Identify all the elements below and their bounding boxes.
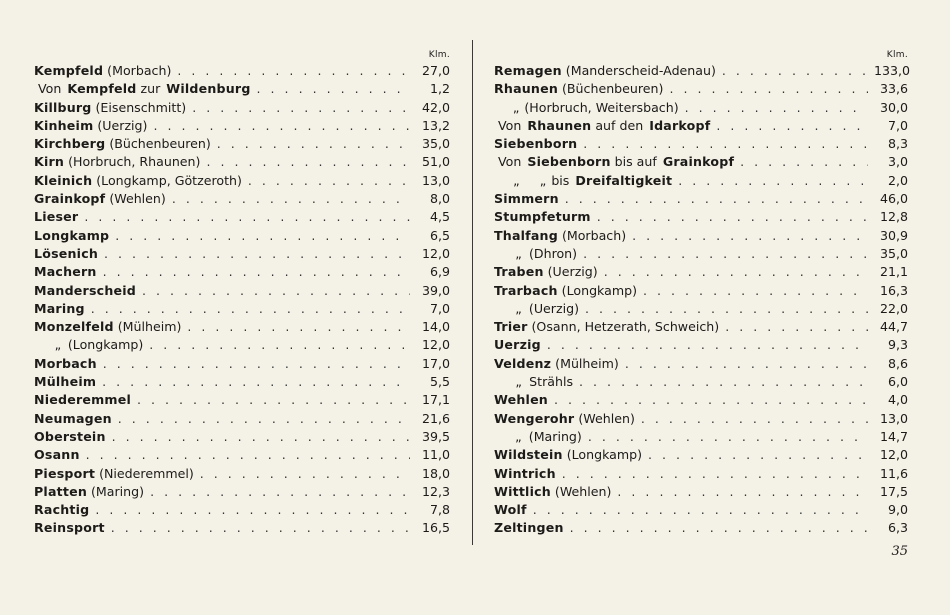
distance-value: 30,9 (879, 227, 908, 243)
route-connector: auf den (595, 117, 644, 133)
route-note: (Büchenbeuren) (109, 136, 211, 152)
distance-row (494, 117, 908, 135)
distance-value: 14,7 (879, 428, 908, 444)
distance-row (34, 373, 450, 391)
distance-value: 8,0 (429, 191, 450, 207)
route-note: (Longkamp) (566, 447, 643, 463)
destination-name: Idarkopf (649, 117, 711, 133)
place-name: Siebenborn (527, 154, 611, 170)
route-note: (Dhron) (528, 245, 578, 261)
distance-row (494, 465, 908, 483)
distance-value: 35,0 (879, 245, 908, 261)
dot-leader (177, 62, 410, 80)
place-name: Kinheim (34, 117, 94, 133)
distance-value: 21,1 (879, 264, 908, 280)
dot-leader (547, 336, 868, 354)
distance-value: 17,0 (421, 355, 450, 371)
distance-row (494, 190, 908, 208)
route-note: (Uerzig) (97, 117, 148, 133)
distance-row (494, 300, 908, 318)
ditto-mark: „ (539, 172, 547, 188)
route-note: (Niederemmel) (99, 465, 194, 481)
distance-row (34, 300, 450, 318)
distance-value: 42,0 (421, 99, 450, 115)
distance-row (494, 282, 908, 300)
dot-leader (104, 245, 410, 263)
place-name: Machern (34, 264, 97, 280)
distance-row (34, 153, 450, 171)
left-distance-list (34, 62, 450, 538)
distance-row (494, 501, 908, 519)
distance-value: 46,0 (879, 191, 908, 207)
distance-row (34, 391, 450, 409)
distance-value: 4,0 (887, 392, 908, 408)
dot-leader (142, 282, 410, 300)
dot-leader (583, 135, 868, 153)
distance-row (494, 373, 908, 391)
dot-leader (585, 300, 868, 318)
dot-leader (206, 153, 410, 171)
distance-value: 21,6 (421, 410, 450, 426)
ditto-mark: „ (515, 245, 522, 261)
route-note: (Morbach) (561, 227, 627, 243)
dot-leader (533, 501, 868, 519)
dot-leader (257, 80, 410, 98)
place-name: Trarbach (494, 282, 558, 298)
route-note: (Büchenbeuren) (562, 81, 664, 97)
distance-value: 13,0 (421, 172, 450, 188)
distance-value: 39,0 (421, 282, 450, 298)
dot-leader (115, 227, 410, 245)
distance-value: 27,0 (421, 63, 450, 78)
place-name: Wildstein (494, 447, 563, 463)
place-name: Remagen (494, 63, 562, 78)
dot-leader (685, 99, 868, 117)
dot-leader (217, 135, 410, 153)
dot-leader (562, 465, 868, 483)
place-name: Longkamp (34, 227, 110, 243)
distance-value: 44,7 (879, 319, 908, 335)
distance-value: 16,3 (879, 282, 908, 298)
distance-value: 51,0 (421, 154, 450, 170)
dot-leader (103, 263, 410, 281)
unit-header-left: Klm. (428, 50, 450, 60)
place-name: Neumagen (34, 410, 112, 426)
distance-row (34, 135, 450, 153)
route-note: (Uerzig) (547, 264, 598, 280)
dot-leader (597, 208, 868, 226)
distance-value: 6,5 (429, 227, 450, 243)
distance-value: 17,5 (879, 483, 908, 499)
dot-leader (150, 483, 410, 501)
distance-row (494, 80, 908, 98)
distance-value: 22,0 (879, 300, 908, 316)
distance-value: 12,8 (879, 209, 908, 225)
distance-row (34, 410, 450, 428)
place-name: Piesport (34, 465, 96, 481)
unit-header-right: Klm. (886, 50, 908, 60)
place-name: Kleinich (34, 172, 93, 188)
ditto-mark: „ (515, 374, 522, 390)
distance-value: 14,0 (421, 319, 450, 335)
distance-row (494, 62, 911, 80)
distance-row (34, 117, 450, 135)
distance-row (494, 336, 908, 354)
place-name: Monzelfeld (34, 319, 114, 335)
route-note: (Manderscheid-Adenau) (565, 63, 716, 78)
place-name: Lieser (34, 209, 79, 225)
page-number: 35 (891, 544, 908, 559)
distance-row (34, 208, 450, 226)
place-name: Veldenz (494, 355, 552, 371)
distance-row (494, 135, 908, 153)
distance-row (34, 80, 450, 98)
route-prefix: Von (38, 81, 62, 97)
column-divider (472, 40, 473, 545)
route-note: (Maring) (91, 483, 145, 499)
distance-value: 8,6 (887, 355, 908, 371)
distance-value: 39,5 (421, 428, 450, 444)
dot-leader (669, 80, 868, 98)
distance-row (494, 428, 908, 446)
place-name: Traben (494, 264, 544, 280)
distance-value: 11,6 (879, 465, 908, 481)
route-note: (Horbruch, Rhaunen) (68, 154, 201, 170)
route-note: Strähls (529, 374, 574, 390)
dot-leader (102, 373, 410, 391)
route-note: (Longkamp) (67, 337, 144, 353)
route-note: (Horbruch, Weitersbach) (524, 99, 679, 115)
distance-value: 11,0 (421, 447, 450, 463)
distance-row (34, 465, 450, 483)
place-name: Kirn (34, 154, 65, 170)
distance-row (34, 336, 450, 354)
dot-leader (95, 501, 410, 519)
distance-row (34, 428, 450, 446)
place-name: Rhaunen (527, 117, 592, 133)
place-name: Lösenich (34, 245, 99, 261)
route-prefix: Von (498, 154, 522, 170)
distance-value: 3,0 (887, 154, 908, 170)
dot-leader (588, 428, 868, 446)
route-note: (Mülheim) (117, 319, 182, 335)
distance-value: 8,3 (887, 136, 908, 152)
distance-value: 17,1 (421, 392, 450, 408)
route-connector: bis (551, 172, 570, 188)
route-note: (Morbach) (107, 63, 172, 78)
ditto-mark: „ (54, 337, 62, 353)
route-note: (Mülheim) (555, 355, 619, 371)
dot-leader (187, 318, 410, 336)
distance-value: 12,3 (421, 483, 450, 499)
route-note: (Wehlen) (109, 191, 166, 207)
dot-leader (570, 519, 868, 537)
distance-row (494, 318, 908, 336)
ditto-mark: „ (515, 300, 522, 316)
ditto-mark: „ (515, 428, 522, 444)
place-name: Niederemmel (34, 392, 132, 408)
distance-row (494, 391, 908, 409)
destination-name: Grainkopf (662, 154, 735, 170)
dot-leader (579, 373, 868, 391)
dot-leader (583, 245, 868, 263)
place-name: Rhaunen (494, 81, 558, 97)
dot-leader (554, 391, 868, 409)
dot-leader (604, 263, 868, 281)
distance-value: 7,8 (429, 502, 450, 518)
distance-value: 9,0 (887, 502, 908, 518)
route-connector: zur (140, 81, 161, 97)
route-note: (Longkamp, Götzeroth) (96, 172, 242, 188)
right-column (494, 48, 911, 538)
left-column (34, 48, 450, 538)
distance-value: 12,0 (879, 447, 908, 463)
place-name: Oberstein (34, 428, 106, 444)
dot-leader (137, 391, 410, 409)
place-name: Platten (34, 483, 87, 499)
distance-value: 13,0 (879, 410, 908, 426)
dot-leader (643, 282, 868, 300)
distance-row (34, 355, 450, 373)
distance-value: 2,0 (887, 172, 909, 188)
distance-value: 4,5 (429, 209, 450, 225)
place-name: Stumpfeturm (494, 209, 591, 225)
distance-value: 13,2 (421, 117, 450, 133)
dot-leader (632, 227, 868, 245)
distance-row (494, 227, 908, 245)
distance-row (494, 263, 908, 281)
dot-leader (111, 519, 410, 537)
place-name: Morbach (34, 355, 97, 371)
distance-row (34, 263, 450, 281)
route-note: (Longkamp) (561, 282, 638, 298)
dot-leader (91, 300, 410, 318)
distance-row (494, 446, 908, 464)
distance-value: 6,9 (429, 264, 450, 280)
route-note: (Wehlen) (554, 483, 612, 499)
dot-leader (625, 355, 868, 373)
place-name: Wengerohr (494, 410, 575, 426)
place-name: Kempfeld (67, 81, 137, 97)
dot-leader (172, 190, 410, 208)
distance-row (34, 501, 450, 519)
distance-value: 35,0 (421, 136, 450, 152)
distance-value: 5,5 (429, 374, 450, 390)
route-note: (Wehlen) (578, 410, 635, 426)
distance-row (494, 483, 908, 501)
dot-leader (722, 62, 868, 80)
distance-value: 16,5 (421, 520, 450, 536)
distance-row (34, 190, 450, 208)
route-note: (Maring) (528, 428, 582, 444)
place-name: Maring (34, 300, 85, 316)
distance-row (494, 355, 908, 373)
place-name: Grainkopf (34, 191, 106, 207)
destination-name: Dreifaltigkeit (575, 172, 673, 188)
dot-leader (565, 190, 868, 208)
distance-row (34, 62, 450, 80)
dot-leader (84, 208, 410, 226)
distance-row (34, 318, 450, 336)
distance-value: 33,6 (879, 81, 908, 97)
dot-leader (112, 428, 410, 446)
distance-value: 6,0 (887, 374, 908, 390)
distance-row (34, 446, 450, 464)
distance-value: 18,0 (421, 465, 450, 481)
dot-leader (149, 336, 410, 354)
route-prefix: Von (498, 117, 522, 133)
dot-leader (725, 318, 868, 336)
distance-value: 133,0 (874, 63, 911, 78)
distance-row (494, 172, 908, 190)
dot-leader (740, 153, 868, 171)
distance-value: 1,2 (429, 81, 450, 97)
distance-row (34, 483, 450, 501)
place-name: Uerzig (494, 337, 541, 353)
distance-row (34, 282, 450, 300)
place-name: Siebenborn (494, 136, 578, 152)
place-name: Killburg (34, 99, 92, 115)
place-name: Trier (494, 319, 528, 335)
dot-leader (648, 446, 868, 464)
distance-row (494, 208, 908, 226)
place-name: Wintrich (494, 465, 556, 481)
distance-row (34, 99, 450, 117)
place-name: Wolf (494, 502, 527, 518)
distance-row (494, 410, 908, 428)
distance-row (34, 245, 450, 263)
place-name: Kirchberg (34, 136, 106, 152)
dot-leader (248, 172, 410, 190)
distance-row (34, 519, 450, 537)
distance-row (494, 153, 908, 171)
place-name: Zeltingen (494, 520, 564, 536)
distance-row (494, 519, 908, 537)
distance-row (494, 99, 908, 117)
route-connector: bis auf (614, 154, 657, 170)
dot-leader (153, 117, 410, 135)
right-distance-list (494, 62, 911, 538)
place-name: Osann (34, 447, 80, 463)
dot-leader (103, 355, 410, 373)
place-name: Wehlen (494, 392, 548, 408)
distance-value: 7,0 (429, 300, 450, 316)
dot-leader (86, 446, 410, 464)
distance-value: 12,0 (421, 245, 450, 261)
route-note: (Uerzig) (528, 300, 579, 316)
route-note: (Osann, Hetzerath, Schweich) (531, 319, 720, 335)
place-name: Rachtig (34, 502, 90, 518)
distance-value: 12,0 (421, 337, 450, 353)
place-name: Manderscheid (34, 282, 136, 298)
dot-leader (192, 99, 410, 117)
distance-value: 30,0 (879, 99, 908, 115)
dot-leader (617, 483, 868, 501)
place-name: Thalfang (494, 227, 558, 243)
dot-leader (716, 117, 868, 135)
place-name: Mülheim (34, 374, 97, 390)
route-note: (Eisenschmitt) (95, 99, 187, 115)
place-name: Kempfeld (34, 63, 104, 78)
destination-name: Wildenburg (166, 81, 251, 97)
dot-leader (678, 172, 868, 190)
place-name: Simmern (494, 191, 559, 207)
dot-leader (200, 465, 410, 483)
ditto-mark: „ (512, 99, 520, 115)
distance-row (34, 227, 450, 245)
distance-value: 7,0 (887, 117, 908, 133)
dot-leader (118, 410, 410, 428)
place-name: Wittlich (494, 483, 551, 499)
place-name: Reinsport (34, 520, 105, 536)
dot-leader (641, 410, 868, 428)
distance-row (494, 245, 908, 263)
distance-value: 9,3 (887, 337, 908, 353)
ditto-mark: „ (513, 172, 520, 188)
distance-value: 6,3 (887, 520, 908, 536)
distance-row (34, 172, 450, 190)
